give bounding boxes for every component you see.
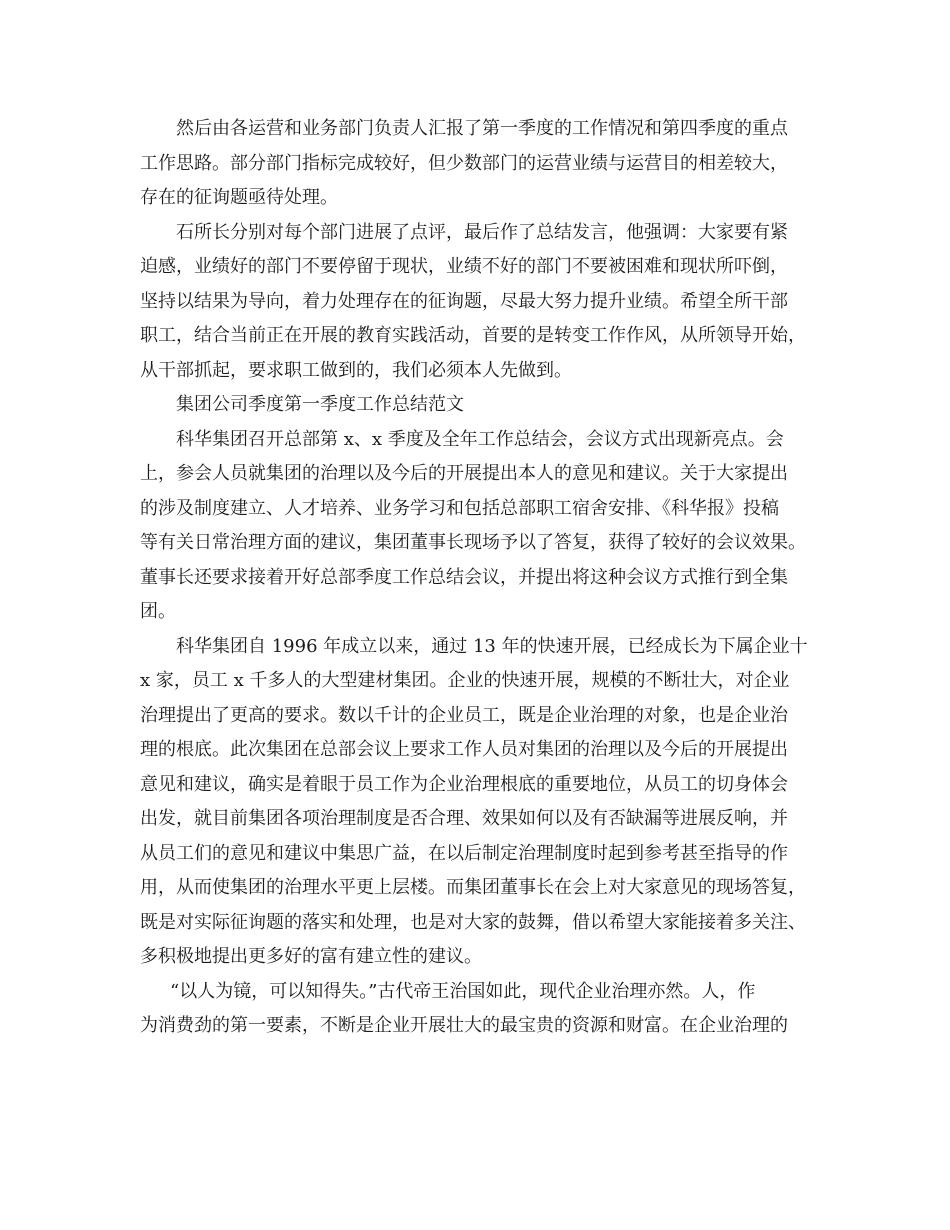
text-line: 职工，结合当前正在开展的教育实践活动，首要的是转变工作作风，从所领导开始， [140, 325, 806, 346]
text-line: 出发，就目前集团各项治理制度是否合理、效果如何以及有否缺漏等进展反响，并 [140, 808, 788, 829]
text-line: 用，从而使集团的治理水平更上层楼。而集团董事长在会上对大家意见的现场答复， [140, 877, 806, 898]
text-line: 从员工们的意见和建议中集思广益，在以后制定治理制度时起到参考甚至指导的作 [140, 842, 788, 864]
text-line: 从干部抓起，要求职工做到的，我们必须本人先做到。 [140, 359, 572, 381]
text-line: 既是对实际征询题的落实和处理，也是对大家的鼓舞，借以希望大家能接着多关注、 [140, 911, 806, 933]
section-heading [140, 388, 840, 423]
text-line: 石所长分别对每个部门进展了点评，最后作了总结发言，他强调：大家要有紧 [176, 221, 788, 243]
text-line: 多积极地提出更多好的富有建立性的建议。 [140, 946, 482, 967]
text-line: 坚持以结果为导向，着力处理存在的征询题，尽最大努力提升业绩。希望全所干部 [140, 290, 788, 312]
text-line: 董事长还要求接着开好总部季度工作总结会议，并提出将这种会议方式推行到全集 [140, 566, 788, 588]
text-line: 迫感，业绩好的部门不要停留于现状，业绩不好的部门不要被困难和现状所吓倒， [140, 256, 788, 277]
text-line: 上，参会人员就集团的治理以及今后的开展提出本人的意见和建议。关于大家提出 [140, 463, 788, 484]
paragraph-kehua-growth [140, 630, 840, 975]
text-line: 的涉及制度建立、人才培养、业务学习和包括总部职工宿舍安排、《科华报》投稿 [140, 497, 779, 519]
text-line: 然后由各运营和业务部门负责人汇报了第一季度的工作情况和第四季度的重点 [176, 118, 788, 139]
text-line: 科华集团召开总部第 x、x 季度及全年工作总结会，会议方式出现新亮点。会 [176, 428, 784, 450]
text-line: 存在的征询题亟待处理。 [140, 187, 338, 208]
text-line: 为消费劲的第一要素，不断是企业开展壮大的最宝贵的资源和财富。在企业治理的 [140, 1015, 788, 1036]
text-line: 工作思路。部分部门指标完成较好，但少数部门的运营业绩与运营目的相差较大， [140, 152, 788, 174]
paragraph-director-summary [140, 216, 840, 389]
document-body [140, 112, 840, 1044]
text-line: 团。 [140, 601, 176, 622]
section-heading-text: 集团公司季度第一季度工作总结范文 [176, 394, 464, 415]
text-line: 等有关日常治理方面的建议，集团董事长现场予以了答复，获得了较好的会议效果。 [140, 532, 806, 553]
text-line: “以人为镜，可以知得失。”古代帝王治国如此，现代企业治理亦然。人，作 [170, 980, 756, 1002]
text-line: 科华集团自 1996 年成立以来，通过 13 年的快速开展，已经成长为下属企业十 [176, 635, 808, 657]
paragraph-people-mirror [140, 975, 840, 1044]
paragraph-kehua-meeting [140, 423, 840, 630]
text-line: x 家，员工 x 千多人的大型建材集团。企业的快速开展，规模的不断壮大，对企业 [140, 670, 790, 691]
text-line: 意见和建议，确实是着眼于员工作为企业治理根底的重要地位，从员工的切身体会 [140, 773, 788, 795]
text-line: 理的根底。此次集团在总部会议上要求工作人员对集团的治理以及今后的开展提出 [140, 739, 788, 760]
text-line: 治理提出了更高的要求。数以千计的企业员工，既是企业治理的对象，也是企业治 [140, 704, 788, 726]
paragraph-department-reports [140, 112, 840, 216]
